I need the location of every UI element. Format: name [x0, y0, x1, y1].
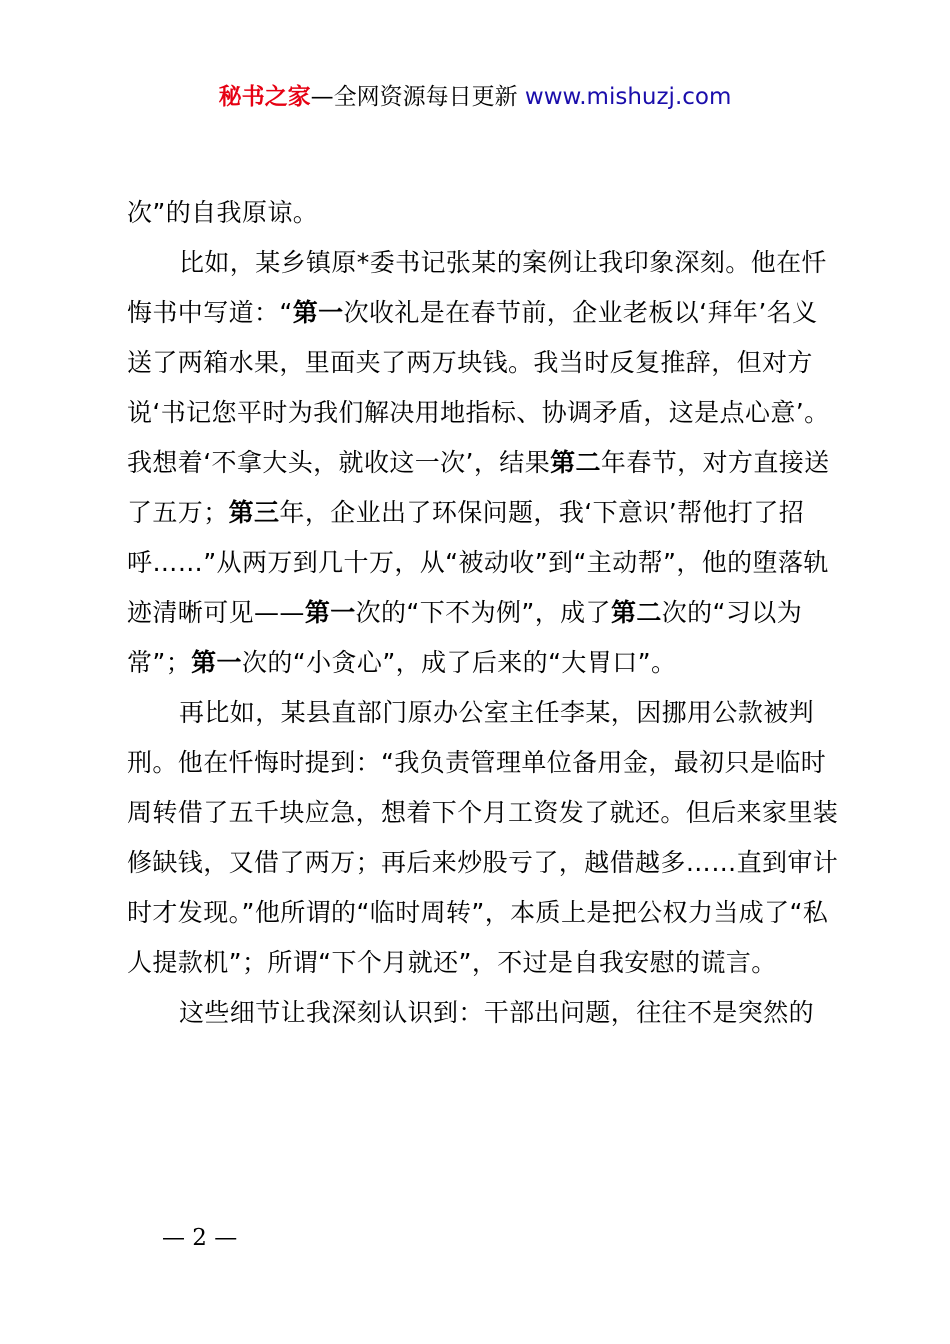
emphasis-term: 第一 — [292, 298, 344, 327]
emphasis-term: 第二 — [610, 598, 662, 627]
site-url-link[interactable]: www.mishuzj.com — [524, 84, 732, 110]
brand-name: 秘书之家 — [218, 84, 311, 110]
page-number: — 2 — — [162, 1225, 238, 1251]
paragraph-4: 这些细节让我深刻认识到：干部出问题，往往不是突然的 — [179, 998, 815, 1027]
paragraph-2: 比如，某乡镇原*委书记张某的案例让我印象深刻。他在忏悔书中写道：“第一次收礼是在春节前，企业老板以‘拜年’名义送了两箱水果，里面夹了两万块钱。我当时反复推辞，但对方说‘书记您平时为我们解决用地指标、协调矛盾，这是点心意’。我想着‘不拿大头，就收这一次’，结果第二年春节，对方直接送了五万；第三年，企业出了环保问题，我‘下意识’帮他打了招呼……”从两万到几十万，从“被动收”到“主动帮”，他的堕落轨迹清晰可见——第一次的“下不为例”，成了第二次的“习以为常”；第一次的“小贪心”，成了后来的“大胃口”。 — [127, 248, 830, 677]
paragraph-1: 次”的自我原谅。 — [127, 198, 319, 227]
site-header — [0, 80, 950, 114]
emphasis-term: 第一 — [304, 598, 356, 627]
emphasis-term: 第三 — [228, 498, 280, 527]
paragraph-3: 再比如，某县直部门原办公室主任李某，因挪用公款被判刑。他在忏悔时提到：“我负责管理单位备用金，最初只是临时周转借了五千块应急，想着下个月工资发了就还。但后来家里装修缺钱，又借了两万；再后来炒股亏了，越借越多……直到审计时才发现。”他所谓的“临时周转”，本质上是把公权力当成了“私人提款机”；所谓“下个月就还”，不过是自我安慰的谎言。 — [127, 698, 839, 977]
emphasis-term: 第二 — [550, 448, 601, 477]
header-tagline: —全网资源每日更新 — [310, 84, 518, 110]
document-body — [127, 188, 839, 1038]
emphasis-term: 第一 — [191, 648, 242, 677]
